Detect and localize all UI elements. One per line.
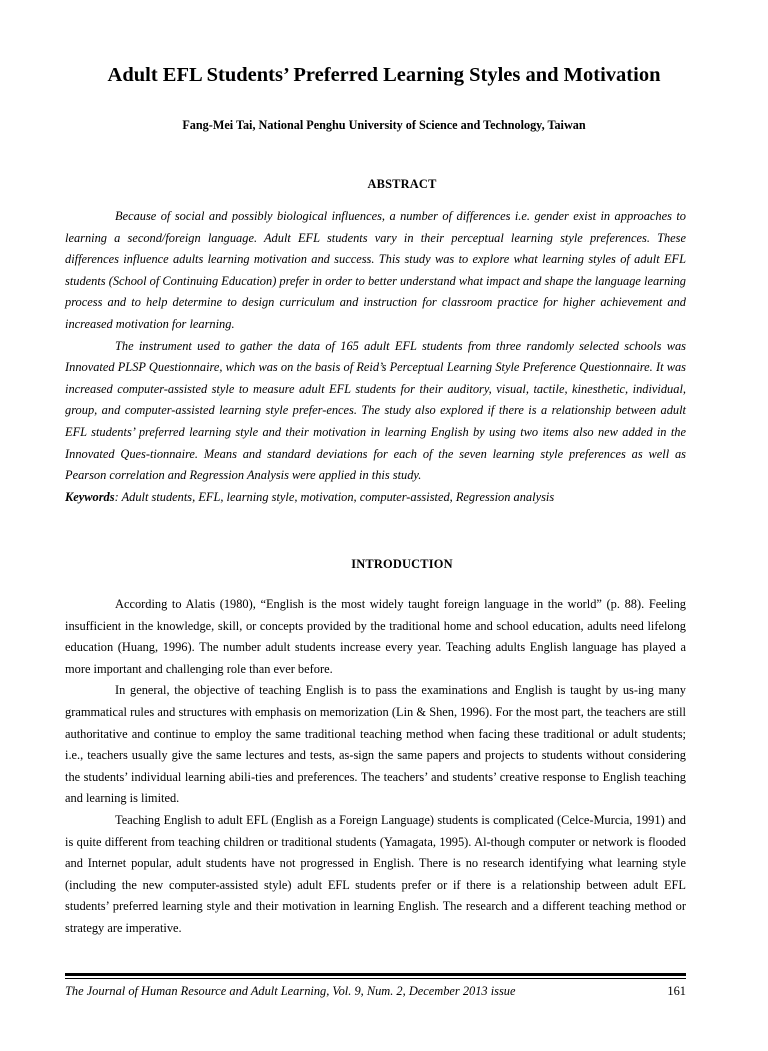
footer-journal-citation: The Journal of Human Resource and Adult Learning, Vol. 9, Num. 2, December 2013 issue (65, 984, 516, 998)
introduction-paragraph: In general, the objective of teaching English is to pass the examinations and English is taught by us-ing many grammatical rules and structures with emphasis on memorization (Lin & Shen, 1996). For the most part, the teachers are still authoritative and continue to employ the same traditional teaching method when facing these traditional or adult students; i.e., teachers usually give the same lectures and tests, as-sign the same papers and projects to students without considering the students’ individual learning abili-ties and preferences. The teachers’ and students’ creative response to English teaching and learning is limited. (65, 683, 686, 806)
abstract-paragraph: Because of social and possibly biological influences, a number of differences i.e. gender exist in approaches to learning a second/foreign language. Adult EFL students vary in their perceptual learning style preferences. These differences influence adults learning motivation and success. This study was to explore what learning styles of adult EFL students (School of Continuing Education) prefer in order to better understand what impact and shape the language learning process and to help determine to design curriculum and instruction for classroom practice for higher achievement and increased motivation for learning. (65, 209, 686, 331)
introduction-paragraph: According to Alatis (1980), “English is the most widely taught foreign language in the world” (p. 88). Feeling insufficient in the knowledge, skill, or concepts provided by the traditional home and school education, adults need lifelong education (Huang, 1996). The number adult students increase every year. Teaching adults English language has played a more important and challenging role than ever before. (65, 597, 686, 676)
introduction-heading: INTRODUCTION (351, 557, 453, 571)
footer-page-number: 161 (667, 984, 686, 998)
footer-rule-thick (65, 973, 686, 976)
abstract-heading: ABSTRACT (367, 177, 437, 191)
introduction-body (65, 594, 686, 940)
keywords-text: : Adult students, EFL, learning style, motivation, computer-assisted, Regression analysis (114, 489, 555, 504)
keywords-line (65, 487, 686, 509)
keywords-label: Keywords (65, 489, 115, 504)
abstract-body (65, 206, 686, 508)
paper-title: Adult EFL Students’ Preferred Learning Styles and Motivation (107, 64, 661, 86)
introduction-paragraph: Teaching English to adult EFL (English as a Foreign Language) students is complicated (Celce-Murcia, 1991) and is quite different from teaching children or traditional students (Yamagata, 1995). Al-though computer or network is flooded and Internet popular, adult students have not progressed in English. There is no research identifying what learning style (including the new computer-assisted style) adult EFL students prefer or if there is a relationship between adult EFL students’ preferred learning style and their motivation in learning English. The research and a different teaching method or strategy are imperative. (65, 812, 686, 935)
footer-rule-thin (65, 978, 686, 979)
paper-authors: Fang-Mei Tai, National Penghu University of Science and Technology, Taiwan (182, 118, 586, 132)
abstract-paragraph: The instrument used to gather the data of 165 adult EFL students from three randomly selected schools was Innovated PLSP Questionnaire, which was on the basis of Reid’s Perceptual Learning Style Preference Questionnaire. It was increased computer-assisted style to measure adult EFL students for their auditory, visual, tactile, kinesthetic, individual, group, and computer-assisted learning style prefer-ences. The study also explored if there is a relationship between adult EFL students’ preferred learning style and their motivation in learning English by using two items also new added in the Innovated Ques-tionnaire. Means and standard deviations for each of the seven learning style preferences as well as Pearson correlation and Regression Analysis were applied in this study. (65, 338, 686, 483)
